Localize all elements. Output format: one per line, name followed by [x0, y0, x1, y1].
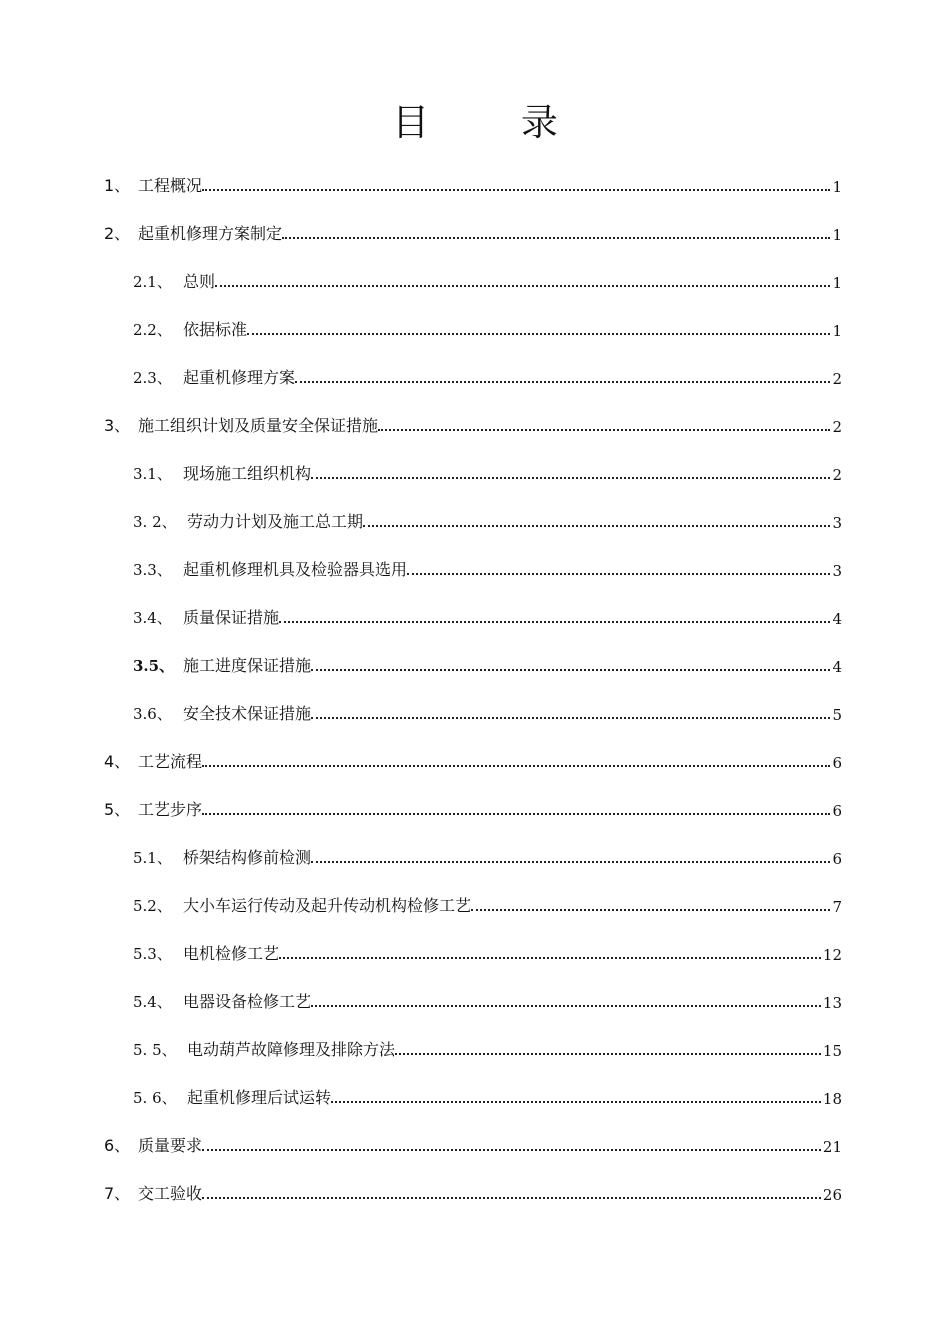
toc-entry-label: 大小车运行传动及起升传动机构检修工艺 [183, 896, 472, 915]
toc-entry-page: 2 [832, 418, 842, 436]
toc-entry-number: 5.4、 [133, 993, 172, 1011]
toc-entry-label: 起重机修理后试运转 [187, 1088, 332, 1107]
toc-entry-page: 1 [832, 226, 842, 244]
toc-entry-label: 起重机修理机具及检验器具选用 [183, 560, 408, 579]
toc-entry[interactable] [133, 1084, 842, 1108]
toc-entry-number: 1、 [104, 176, 131, 195]
toc-entry-number: 3.1、 [133, 465, 172, 483]
toc-entry[interactable] [133, 892, 842, 916]
toc-entry-page: 6 [832, 850, 842, 868]
toc-entry-number: 2、 [104, 224, 131, 243]
toc-entry-label: 现场施工组织机构 [183, 464, 312, 483]
toc-title: 目 录 [392, 101, 598, 144]
toc-entry-number: 3.4、 [133, 609, 172, 627]
toc-entry-number: 5.1、 [133, 849, 172, 867]
toc-entry-label: 起重机修理方案制定 [138, 224, 283, 243]
toc-entry[interactable] [104, 748, 842, 772]
toc-entry-number: 3.5、 [133, 657, 175, 675]
toc-entry[interactable] [133, 268, 842, 292]
dot-leader [202, 1197, 821, 1199]
dot-leader [247, 333, 830, 335]
dot-leader [202, 189, 830, 191]
toc-entry[interactable] [104, 796, 842, 820]
toc-entry-page: 5 [832, 706, 842, 724]
toc-entry-label: 起重机修理方案 [183, 368, 296, 387]
toc-entry[interactable] [133, 556, 842, 580]
toc-entry-label: 依据标准 [183, 320, 248, 339]
toc-entry-number: 5.2、 [133, 897, 172, 915]
dot-leader [311, 861, 830, 863]
toc-entry-number: 5.3、 [133, 945, 172, 963]
toc-entry[interactable] [104, 1132, 842, 1156]
toc-entry[interactable] [104, 412, 842, 436]
toc-entry-page: 1 [832, 274, 842, 292]
toc-entry-page: 3 [832, 514, 842, 532]
toc-entry-label: 电动葫芦故障修理及排除方法 [187, 1040, 396, 1059]
toc-entry[interactable] [133, 604, 842, 628]
toc-entry[interactable] [133, 316, 842, 340]
dot-leader [279, 957, 821, 959]
dot-leader [395, 1053, 821, 1055]
dot-leader [311, 1005, 821, 1007]
toc-entry[interactable] [133, 1036, 842, 1060]
toc-entry-page: 1 [832, 322, 842, 340]
toc-entry-page: 4 [832, 658, 842, 676]
toc-entry-page: 6 [832, 754, 842, 772]
dot-leader [378, 429, 830, 431]
toc-entry[interactable] [104, 172, 842, 196]
toc-entry-page: 2 [832, 370, 842, 388]
toc-entry-number: 6、 [104, 1136, 131, 1155]
toc-entry[interactable] [133, 940, 842, 964]
toc-entry-label: 工艺流程 [138, 752, 203, 771]
toc-entry-page: 7 [832, 898, 842, 916]
toc-entry-number: 3. 2、 [133, 513, 177, 531]
toc-entry[interactable] [104, 1180, 842, 1204]
toc-entry-label: 工艺步序 [138, 800, 203, 819]
dot-leader [202, 813, 830, 815]
toc-entry[interactable] [133, 364, 842, 388]
toc-entry-number: 5、 [104, 800, 131, 819]
toc-entry-label: 桥架结构修前检测 [183, 848, 312, 867]
toc-entry-label: 施工进度保证措施 [183, 656, 312, 675]
dot-leader [311, 477, 830, 479]
toc-entry-label: 工程概况 [138, 176, 203, 195]
toc-entry-number: 5. 6、 [133, 1089, 177, 1107]
toc-entry-page: 21 [822, 1138, 842, 1156]
toc-entry[interactable] [133, 988, 842, 1012]
toc-entry-label: 电器设备检修工艺 [183, 992, 312, 1011]
toc-entry-number: 3.6、 [133, 705, 172, 723]
toc-entry-label: 质量保证措施 [183, 608, 280, 627]
toc-entry-number: 4、 [104, 752, 131, 771]
toc-entry-label: 交工验收 [138, 1184, 203, 1203]
dot-leader [311, 717, 830, 719]
dot-leader [331, 1101, 821, 1103]
dot-leader [311, 669, 830, 671]
toc-entry[interactable] [133, 460, 842, 484]
dot-leader [282, 237, 830, 239]
toc-entry[interactable] [133, 700, 842, 724]
toc-entry-page: 1 [832, 178, 842, 196]
dot-leader [279, 621, 830, 623]
toc-entry-number: 2.1、 [133, 273, 172, 291]
toc-entry-number: 7、 [104, 1184, 131, 1203]
dot-leader [363, 525, 830, 527]
toc-entry-page: 15 [822, 1042, 842, 1060]
toc-entry-page: 26 [822, 1186, 842, 1204]
dot-leader [202, 1149, 821, 1151]
toc-entry-page: 6 [832, 802, 842, 820]
dot-leader [202, 765, 830, 767]
dot-leader [295, 381, 830, 383]
toc-entry-label: 总则 [183, 272, 216, 291]
toc-entry-number: 2.3、 [133, 369, 172, 387]
toc-entry[interactable] [104, 220, 842, 244]
toc-entry-page: 3 [832, 562, 842, 580]
toc-entry-label: 安全技术保证措施 [183, 704, 312, 723]
toc-entry-page: 13 [822, 994, 842, 1012]
toc-entry-label: 劳动力计划及施工总工期 [187, 512, 364, 531]
dot-leader [407, 573, 830, 575]
dot-leader [471, 909, 830, 911]
toc-entry-number: 2.2、 [133, 321, 172, 339]
toc-entry-page: 2 [832, 466, 842, 484]
toc-entry-number: 3.3、 [133, 561, 172, 579]
toc-entry[interactable] [133, 652, 842, 676]
toc-entry-number: 5. 5、 [133, 1041, 177, 1059]
toc-entry[interactable] [133, 844, 842, 868]
dot-leader [215, 285, 830, 287]
toc-entry-page: 18 [822, 1090, 842, 1108]
toc-entry[interactable] [133, 508, 842, 532]
toc-entry-page: 4 [832, 610, 842, 628]
toc-entry-page: 12 [822, 946, 842, 964]
toc-entry-label: 电机检修工艺 [183, 944, 280, 963]
toc-entry-label: 施工组织计划及质量安全保证措施 [138, 416, 379, 435]
toc-entry-label: 质量要求 [138, 1136, 203, 1155]
toc-entry-number: 3、 [104, 416, 131, 435]
